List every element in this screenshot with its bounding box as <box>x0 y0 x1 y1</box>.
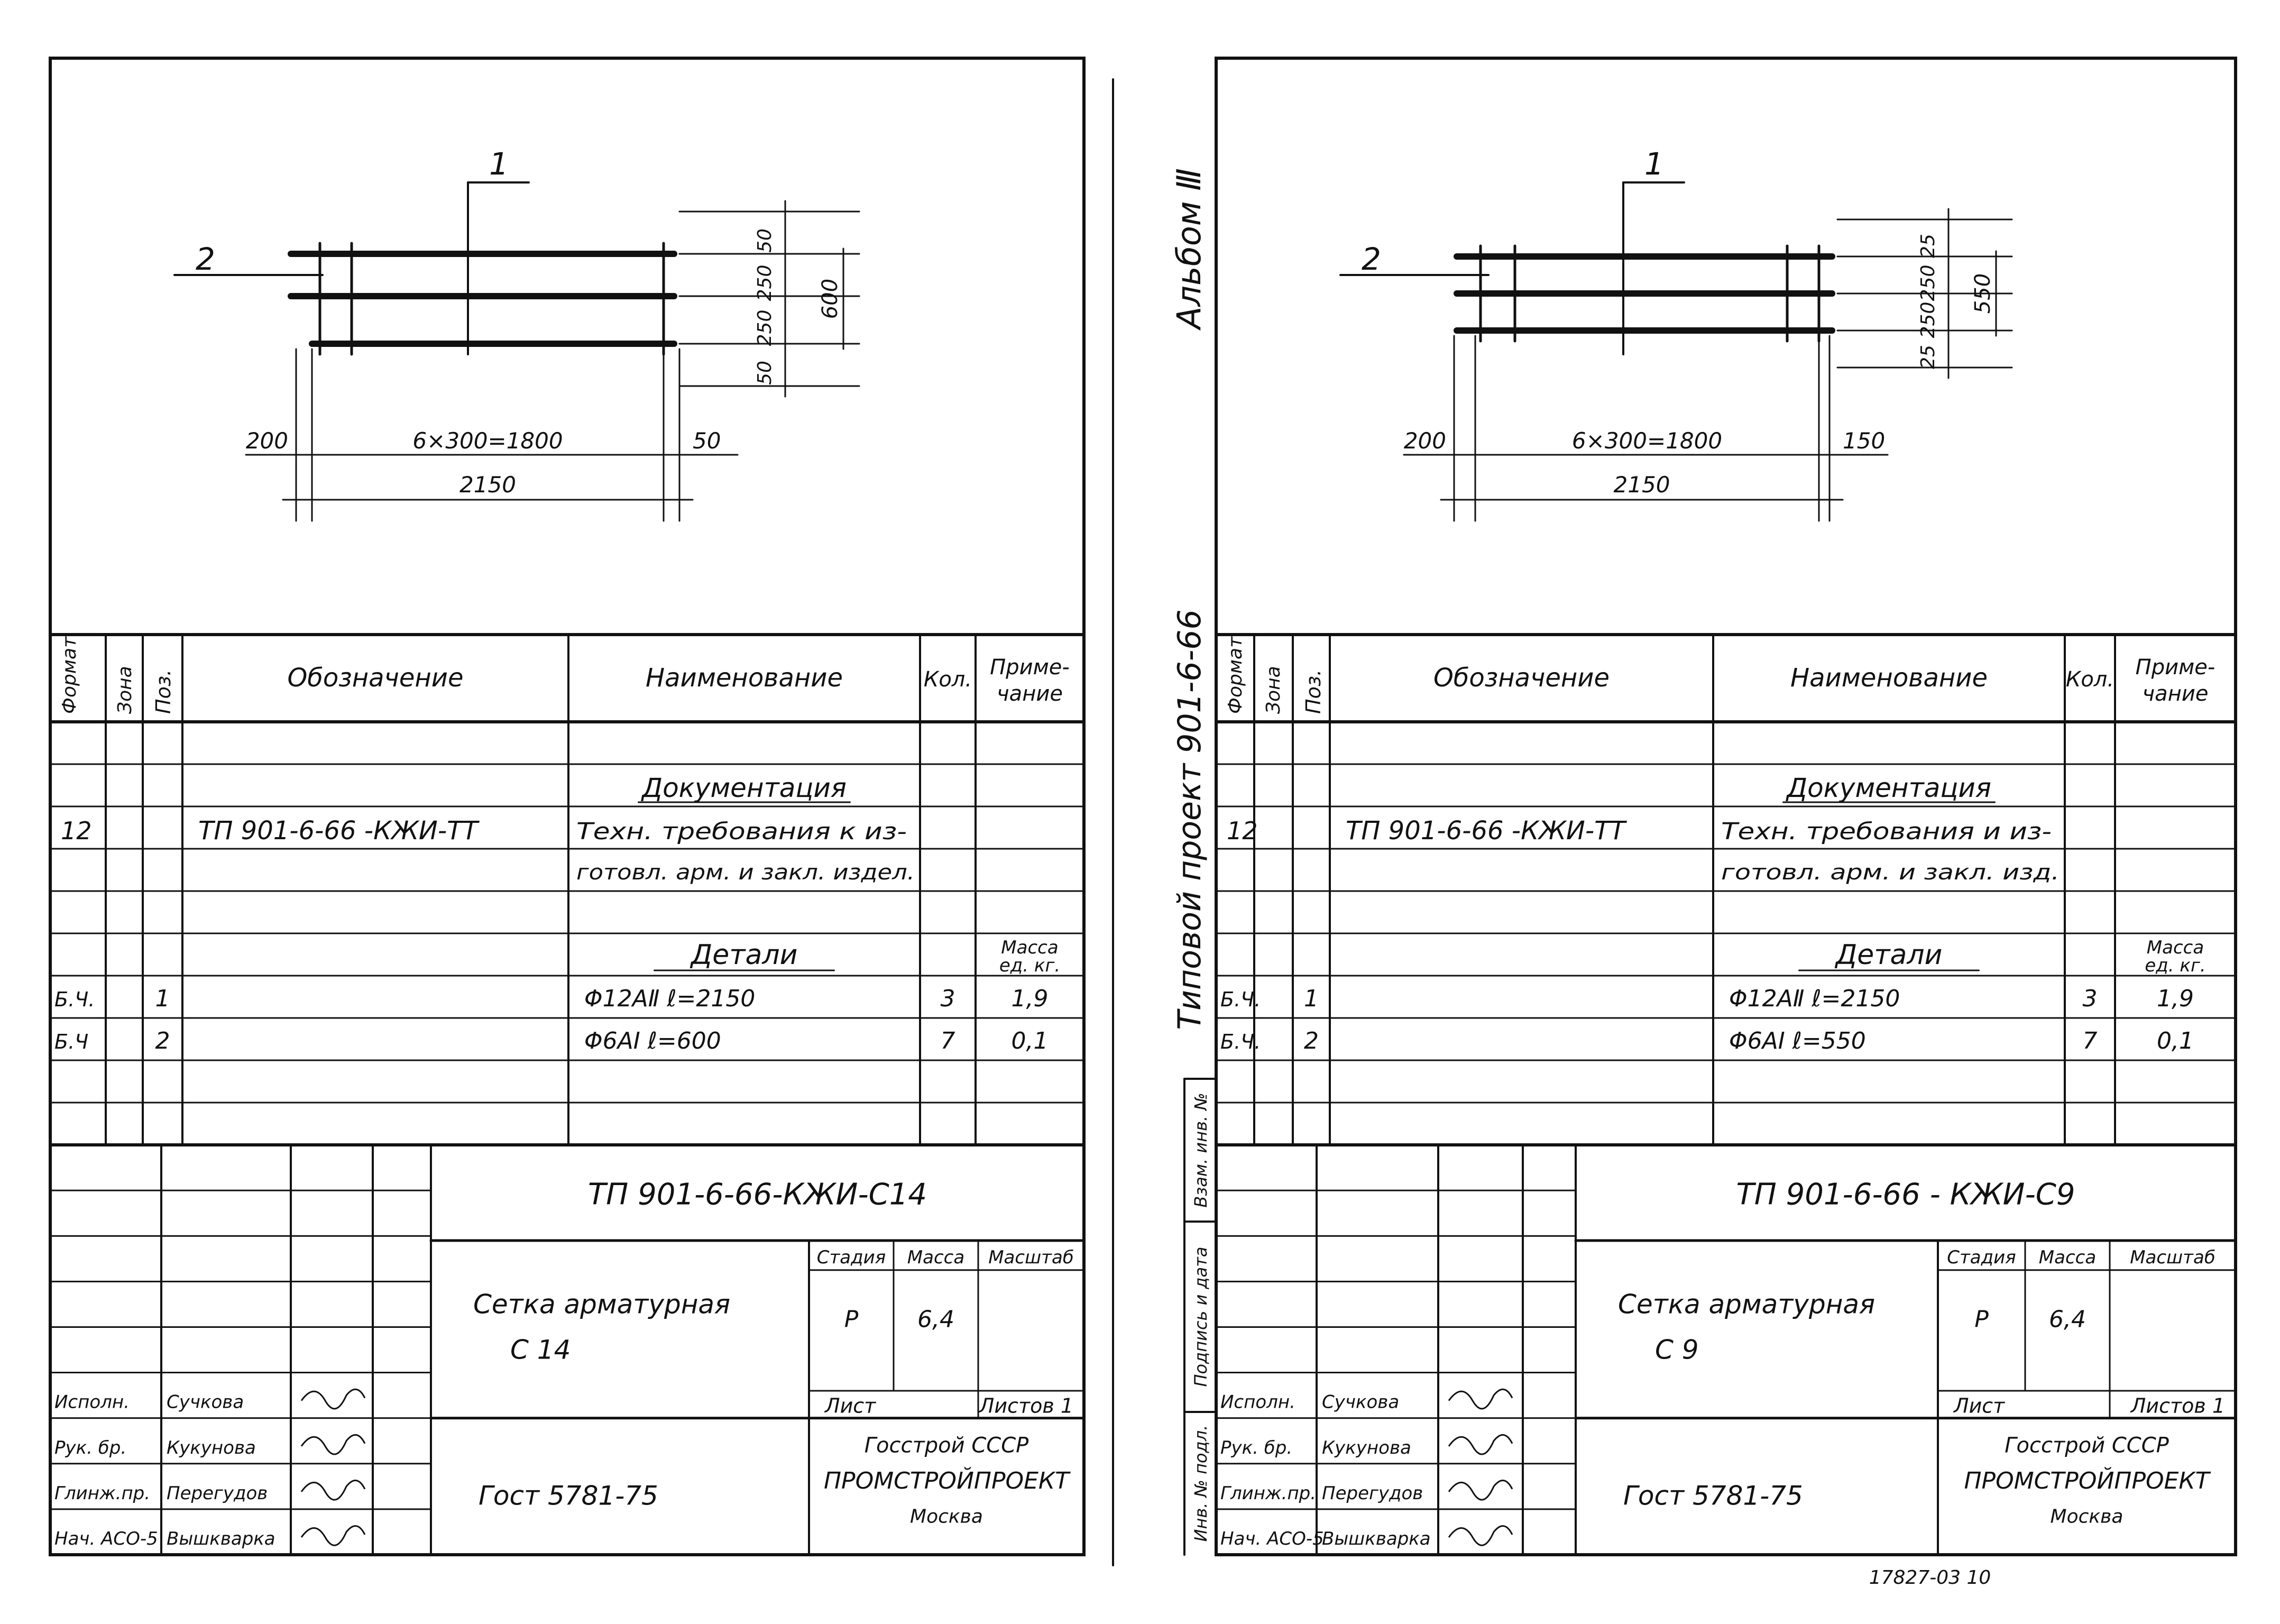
role-label: Глинж.пр. <box>54 1482 151 1504</box>
role-label: Исполн. <box>54 1391 130 1413</box>
organization: ПРОМСТРОЙПРОЕКТ <box>823 1467 1070 1495</box>
cell-format: Б.Ч <box>54 1030 89 1053</box>
dimension-text: 25 <box>1917 345 1939 369</box>
col-header-zone: Зона <box>114 666 136 714</box>
cell-note: 1,9 <box>2157 985 2194 1012</box>
cell-format: 12 <box>1227 816 1258 845</box>
cell-name: Φ12АⅡ ℓ=2150 <box>584 985 756 1012</box>
cell-format: 12 <box>61 816 92 845</box>
cell-qty: 3 <box>940 985 955 1012</box>
reinforcement-mesh-drawing <box>1340 146 2012 521</box>
person-name: Сучкова <box>167 1391 244 1413</box>
stage-label: Стадия <box>1947 1246 2016 1268</box>
cell-pos: 1 <box>155 985 170 1012</box>
organization: Москва <box>910 1506 983 1528</box>
sheet-1 <box>50 58 1084 1555</box>
reinforcement-mesh-drawing <box>174 146 859 521</box>
specification-table <box>50 635 1084 1145</box>
dimension-text: 250 <box>1917 301 1939 338</box>
cell-designation: ТП 901-6-66 -КЖИ-ТТ <box>198 816 478 846</box>
signature <box>301 1480 365 1500</box>
col-header-pos: Поз. <box>152 669 175 714</box>
role-label: Нач. АСО-5 <box>54 1528 158 1550</box>
cell-name: Φ12АⅡ ℓ=2150 <box>1729 985 1900 1012</box>
col-header-pos: Поз. <box>1302 669 1325 714</box>
dimension-text: 50 <box>754 361 776 385</box>
dimension-text: 250 <box>754 309 776 346</box>
col-header-note: Приме- <box>990 655 1070 680</box>
signature <box>301 1526 365 1546</box>
col-header-qty: Кол. <box>923 667 972 692</box>
organization: ПРОМСТРОЙПРОЕКТ <box>1964 1467 2210 1495</box>
cell-format: Б.Ч. <box>1220 1030 1261 1053</box>
signature <box>1449 1435 1512 1454</box>
dimension-text: 50 <box>693 428 721 454</box>
title-block <box>1216 1145 2236 1555</box>
signature <box>301 1435 365 1454</box>
mass-value: 6,4 <box>2049 1306 2086 1333</box>
cell-name: готовл. арм. и закл. издел. <box>576 860 915 885</box>
position-label: 1 <box>1644 146 1664 182</box>
side-field: Подпись и дата <box>1191 1246 1211 1387</box>
dimension-text: 250 <box>754 264 776 301</box>
person-name: Перегудов <box>167 1482 268 1504</box>
sheet-2 <box>1216 58 2236 1555</box>
album-label: Альбом Ⅲ <box>1170 168 1208 329</box>
title-block <box>50 1145 1084 1555</box>
cell-pos: 2 <box>1304 1027 1319 1054</box>
position-label: 2 <box>196 241 215 277</box>
cell-qty: 7 <box>940 1027 955 1054</box>
project-label: Типовой проект 901-6-66 <box>1171 609 1208 1030</box>
position-label: 2 <box>1362 241 1381 277</box>
cell-note: 0,1 <box>2157 1027 2194 1054</box>
mass-header: Масса <box>2146 937 2204 958</box>
section-documentation: Документация <box>1787 773 1991 803</box>
role-label: Рук. бр. <box>54 1437 127 1458</box>
position-label: 1 <box>489 146 509 182</box>
document-code: ТП 901-6-66 - КЖИ-С9 <box>1736 1177 2075 1212</box>
gost-reference: Гост 5781-75 <box>1623 1480 1803 1511</box>
dimension-text: 6×300=1800 <box>412 428 563 454</box>
dimension-text: 200 <box>245 428 288 454</box>
section-documentation: Документация <box>642 773 847 803</box>
cell-designation: ТП 901-6-66 -КЖИ-ТТ <box>1346 816 1625 846</box>
col-header-designation: Обозначение <box>1433 663 1610 693</box>
document-code: ТП 901-6-66-КЖИ-С14 <box>587 1177 927 1212</box>
dimension-text: 50 <box>754 228 776 253</box>
cell-name: Φ6АⅠ ℓ=550 <box>1729 1027 1866 1054</box>
cell-qty: 7 <box>2082 1027 2098 1054</box>
document-name: С 9 <box>1655 1334 1699 1365</box>
cell-name: готовл. арм. и закл. изд. <box>1721 860 2060 885</box>
document-name: С 14 <box>510 1334 571 1365</box>
person-name: Вышкварка <box>1322 1528 1431 1550</box>
scale-label: Масштаб <box>2130 1246 2215 1268</box>
col-header-note: Приме- <box>2135 655 2215 680</box>
signature <box>301 1389 365 1409</box>
dimension-text: 6×300=1800 <box>1571 428 1723 454</box>
side-field: Взам. инв. № <box>1191 1093 1211 1208</box>
col-header-designation: Обозначение <box>287 663 464 693</box>
stage-label: Стадия <box>816 1246 886 1268</box>
dimension-text: 2150 <box>1613 472 1670 498</box>
signature <box>1449 1389 1512 1409</box>
cell-pos: 2 <box>155 1027 170 1054</box>
dimension-text: 550 <box>1971 273 1995 314</box>
mass-value: 6,4 <box>917 1306 954 1333</box>
col-header-name: Наименование <box>1790 663 1988 693</box>
mass-label: Масса <box>907 1246 965 1268</box>
organization: Москва <box>2050 1506 2123 1528</box>
role-label: Глинж.пр. <box>1220 1482 1317 1504</box>
mass-header: Масса <box>1001 937 1059 958</box>
person-name: Кукунова <box>167 1437 256 1458</box>
signature <box>1449 1526 1512 1546</box>
role-label: Рук. бр. <box>1220 1437 1293 1458</box>
col-header-zone: Зона <box>1263 666 1284 714</box>
signature <box>1449 1480 1512 1500</box>
person-name: Кукунова <box>1322 1437 1411 1458</box>
role-label: Нач. АСО-5 <box>1220 1528 1324 1550</box>
mass-header: ед. кг. <box>2145 955 2206 976</box>
organization: Госстрой СССР <box>864 1433 1029 1458</box>
organization: Госстрой СССР <box>2005 1433 2169 1458</box>
dimension-text: 200 <box>1403 428 1446 454</box>
cell-name: Φ6АⅠ ℓ=600 <box>584 1027 721 1054</box>
side-field: Инв. № подл. <box>1191 1425 1211 1542</box>
sheets-count: Листов 1 <box>2130 1394 2225 1418</box>
col-header-name: Наименование <box>645 663 843 693</box>
document-name: Сетка арматурная <box>473 1289 731 1320</box>
cell-note: 1,9 <box>1011 985 1049 1012</box>
document-name: Сетка арматурная <box>1618 1289 1876 1320</box>
person-name: Вышкварка <box>167 1528 275 1550</box>
person-name: Перегудов <box>1322 1482 1423 1504</box>
specification-table <box>1216 635 2236 1145</box>
dimension-text: 2150 <box>459 472 516 498</box>
cell-name: Техн. требования к из- <box>576 818 907 845</box>
cell-note: 0,1 <box>1011 1027 1049 1054</box>
col-header-format: Формат <box>1225 636 1246 714</box>
col-header-format: Формат <box>59 636 80 714</box>
cell-format: Б.Ч. <box>54 988 95 1011</box>
dimension-text: 25 <box>1917 234 1939 258</box>
dimension-text: 250 <box>1917 264 1939 301</box>
stage-value: Р <box>1974 1306 1989 1333</box>
dimension-text: 150 <box>1843 428 1886 454</box>
mass-header: ед. кг. <box>999 955 1061 976</box>
person-name: Сучкова <box>1322 1391 1400 1413</box>
section-details: Детали <box>691 939 798 971</box>
sheet-label: Лист <box>825 1394 876 1418</box>
col-header-note: чание <box>2142 682 2209 706</box>
section-details: Детали <box>1835 939 1943 971</box>
cell-pos: 1 <box>1304 985 1319 1012</box>
dimension-text: 600 <box>818 278 842 319</box>
col-header-qty: Кол. <box>2065 667 2114 692</box>
archive-number: 17827-03 10 <box>1869 1567 1991 1589</box>
gost-reference: Гост 5781-75 <box>479 1480 658 1511</box>
scale-label: Масштаб <box>988 1246 1074 1268</box>
role-label: Исполн. <box>1220 1391 1295 1413</box>
sheet-label: Лист <box>1954 1394 2005 1418</box>
mass-label: Масса <box>2038 1246 2097 1268</box>
cell-name: Техн. требования и из- <box>1721 818 2052 845</box>
cell-qty: 3 <box>2082 985 2098 1012</box>
stage-value: Р <box>844 1306 859 1333</box>
cell-format: Б.Ч. <box>1220 988 1261 1011</box>
col-header-note: чание <box>997 682 1063 706</box>
sheets-count: Листов 1 <box>979 1394 1073 1418</box>
